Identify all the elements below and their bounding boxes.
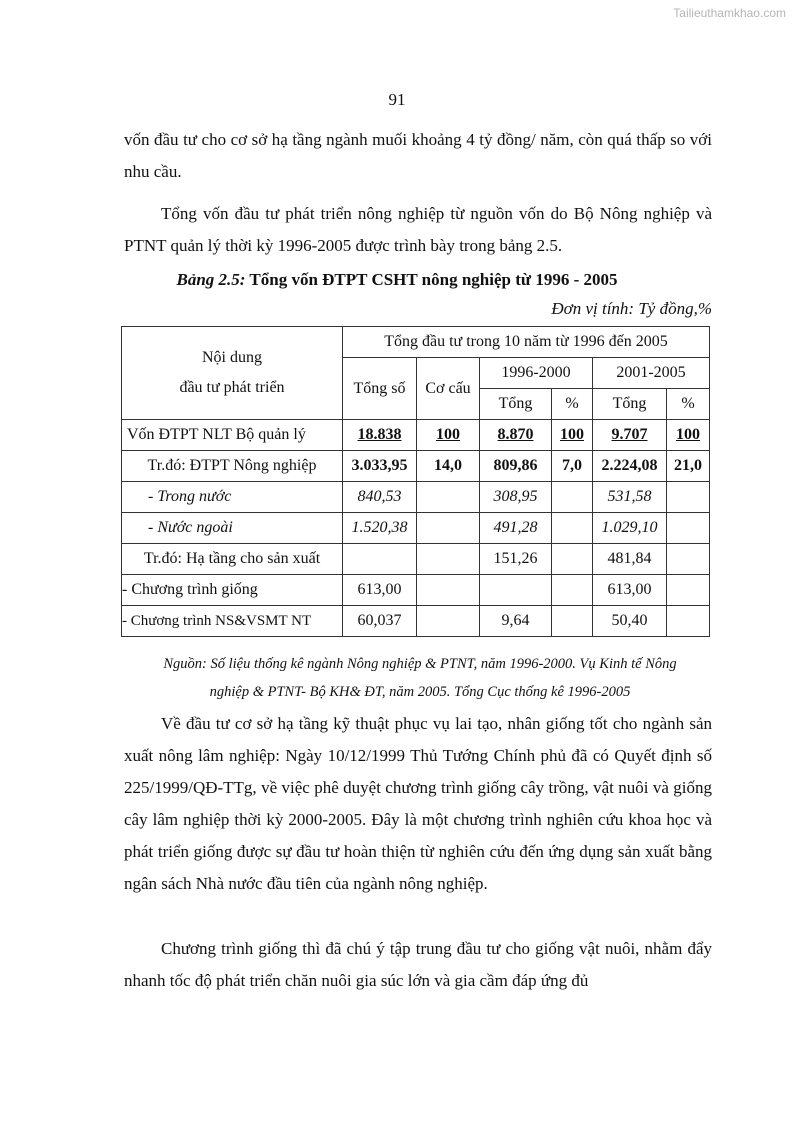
cell-pct-1 (552, 606, 593, 637)
cell-structure (417, 575, 480, 606)
cell-sum-1: 9,64 (480, 606, 552, 637)
header-pct-1: % (552, 389, 593, 420)
table-row (122, 575, 710, 606)
cell-total: 60,037 (343, 606, 417, 637)
cell-total: 18.838 (343, 420, 417, 451)
cell-pct-1: 7,0 (552, 451, 593, 482)
header-period-1996-2000: 1996-2000 (480, 358, 593, 389)
cell-sum-1: 491,28 (480, 513, 552, 544)
cell-total (343, 544, 417, 575)
cell-sum-1: 151,26 (480, 544, 552, 575)
cell-sum-2: 2.224,08 (593, 451, 667, 482)
cell-pct-2: 21,0 (667, 451, 710, 482)
table-caption (0, 270, 794, 290)
table-caption-title: Tổng vốn ĐTPT CSHT nông nghiệp từ 1996 - 2005 (245, 270, 618, 289)
cell-pct-1 (552, 544, 593, 575)
header-total: Tổng số (343, 358, 417, 420)
row-label: Tr.đó: ĐTPT Nông nghiệp (122, 451, 343, 482)
cell-total: 1.520,38 (343, 513, 417, 544)
cell-pct-1 (552, 575, 593, 606)
cell-pct-1: 100 (552, 420, 593, 451)
cell-sum-1 (480, 575, 552, 606)
header-total-period: Tổng đầu tư trong 10 năm từ 1996 đến 2005 (343, 327, 710, 358)
row-label: - Chương trình giống (122, 575, 343, 606)
row-label: - Trong nước (122, 482, 343, 513)
investment-table (121, 326, 710, 637)
cell-structure (417, 606, 480, 637)
header-sum-2: Tổng (593, 389, 667, 420)
cell-sum-2: 50,40 (593, 606, 667, 637)
row-label: - Nước ngoài (122, 513, 343, 544)
cell-structure (417, 513, 480, 544)
paragraph-2: Tổng vốn đầu tư phát triển nông nghiệp từ nguồn vốn do Bộ Nông nghiệp và PTNT quản lý thời kỳ 1996-2005 được trình bày trong bảng 2.5. (124, 204, 712, 255)
cell-pct-2 (667, 513, 710, 544)
header-content (122, 327, 343, 420)
cell-pct-2 (667, 606, 710, 637)
paragraph-3: Về đầu tư cơ sở hạ tầng kỹ thuật phục vụ lai tạo, nhân giống tốt cho ngành sản xuất nông lâm nghiệp: Ngày 10/12/1999 Thủ Tướng Chính phủ đã có Quyết định số 225/1999/QĐ-TTg, về việc phê duyệt chương trình giống cây trồng, vật nuôi và giống cây lâm nghiệp thời kỳ 2000-2005. Đây là một chương trình nghiên cứu khoa học và phát triển giống được sự đầu tư hoàn thiện từ nghiên cứu đến ứng dụng sản xuất bằng ngân sách Nhà nước đầu tiên của ngành nông nghiệp. (124, 714, 712, 893)
header-structure: Cơ cấu (417, 358, 480, 420)
cell-pct-2 (667, 544, 710, 575)
watermark: Tailieuthamkhao.com (673, 6, 786, 20)
source-line-2: nghiệp & PTNT- Bộ KH& ĐT, năm 2005. Tổng Cục thống kê 1996-2005 (209, 684, 631, 700)
source-line-1: Nguồn: Số liệu thống kê ngành Nông nghiệp & PTNT, năm 1996-2000. Vụ Kinh tế Nông (163, 656, 677, 672)
cell-pct-2 (667, 575, 710, 606)
table-caption-prefix: Bảng 2.5: (176, 270, 246, 289)
cell-sum-2: 481,84 (593, 544, 667, 575)
cell-sum-1: 308,95 (480, 482, 552, 513)
table-row (122, 451, 710, 482)
header-period-2001-2005: 2001-2005 (593, 358, 710, 389)
table-row (122, 606, 710, 637)
cell-structure (417, 482, 480, 513)
cell-structure (417, 544, 480, 575)
row-label: Vốn ĐTPT NLT Bộ quản lý (122, 420, 343, 451)
table-row (122, 420, 710, 451)
cell-sum-1: 809,86 (480, 451, 552, 482)
paragraph-4: Chương trình giống thì đã chú ý tập trung đầu tư cho giống vật nuôi, nhằm đẩy nhanh tốc độ phát triển chăn nuôi gia súc lớn và gia cầm đáp ứng đủ (124, 939, 712, 990)
cell-pct-2: 100 (667, 420, 710, 451)
row-label: - Chương trình NS&VSMT NT (122, 606, 343, 637)
table-row (122, 544, 710, 575)
header-pct-2: % (667, 389, 710, 420)
cell-total: 840,53 (343, 482, 417, 513)
header-content-line1: Nội dung (202, 349, 262, 366)
paragraph-1: vốn đầu tư cho cơ sở hạ tầng ngành muối khoảng 4 tỷ đồng/ năm, còn quá thấp so với nhu cầu. (124, 130, 712, 181)
header-content-line2: đầu tư phát triển (179, 379, 285, 396)
table-source-note (120, 650, 720, 706)
cell-sum-2: 531,58 (593, 482, 667, 513)
cell-structure: 14,0 (417, 451, 480, 482)
cell-total: 613,00 (343, 575, 417, 606)
cell-structure: 100 (417, 420, 480, 451)
row-label: Tr.đó: Hạ tầng cho sản xuất (122, 544, 343, 575)
cell-total: 3.033,95 (343, 451, 417, 482)
cell-sum-2: 9.707 (593, 420, 667, 451)
cell-sum-2: 1.029,10 (593, 513, 667, 544)
table-row (122, 513, 710, 544)
cell-pct-1 (552, 482, 593, 513)
header-sum-1: Tổng (480, 389, 552, 420)
table-unit-note: Đơn vị tính: Tỷ đồng,% (551, 299, 712, 318)
cell-sum-2: 613,00 (593, 575, 667, 606)
table-row (122, 482, 710, 513)
cell-pct-1 (552, 513, 593, 544)
page-number: 91 (388, 90, 406, 109)
cell-sum-1: 8.870 (480, 420, 552, 451)
cell-pct-2 (667, 482, 710, 513)
